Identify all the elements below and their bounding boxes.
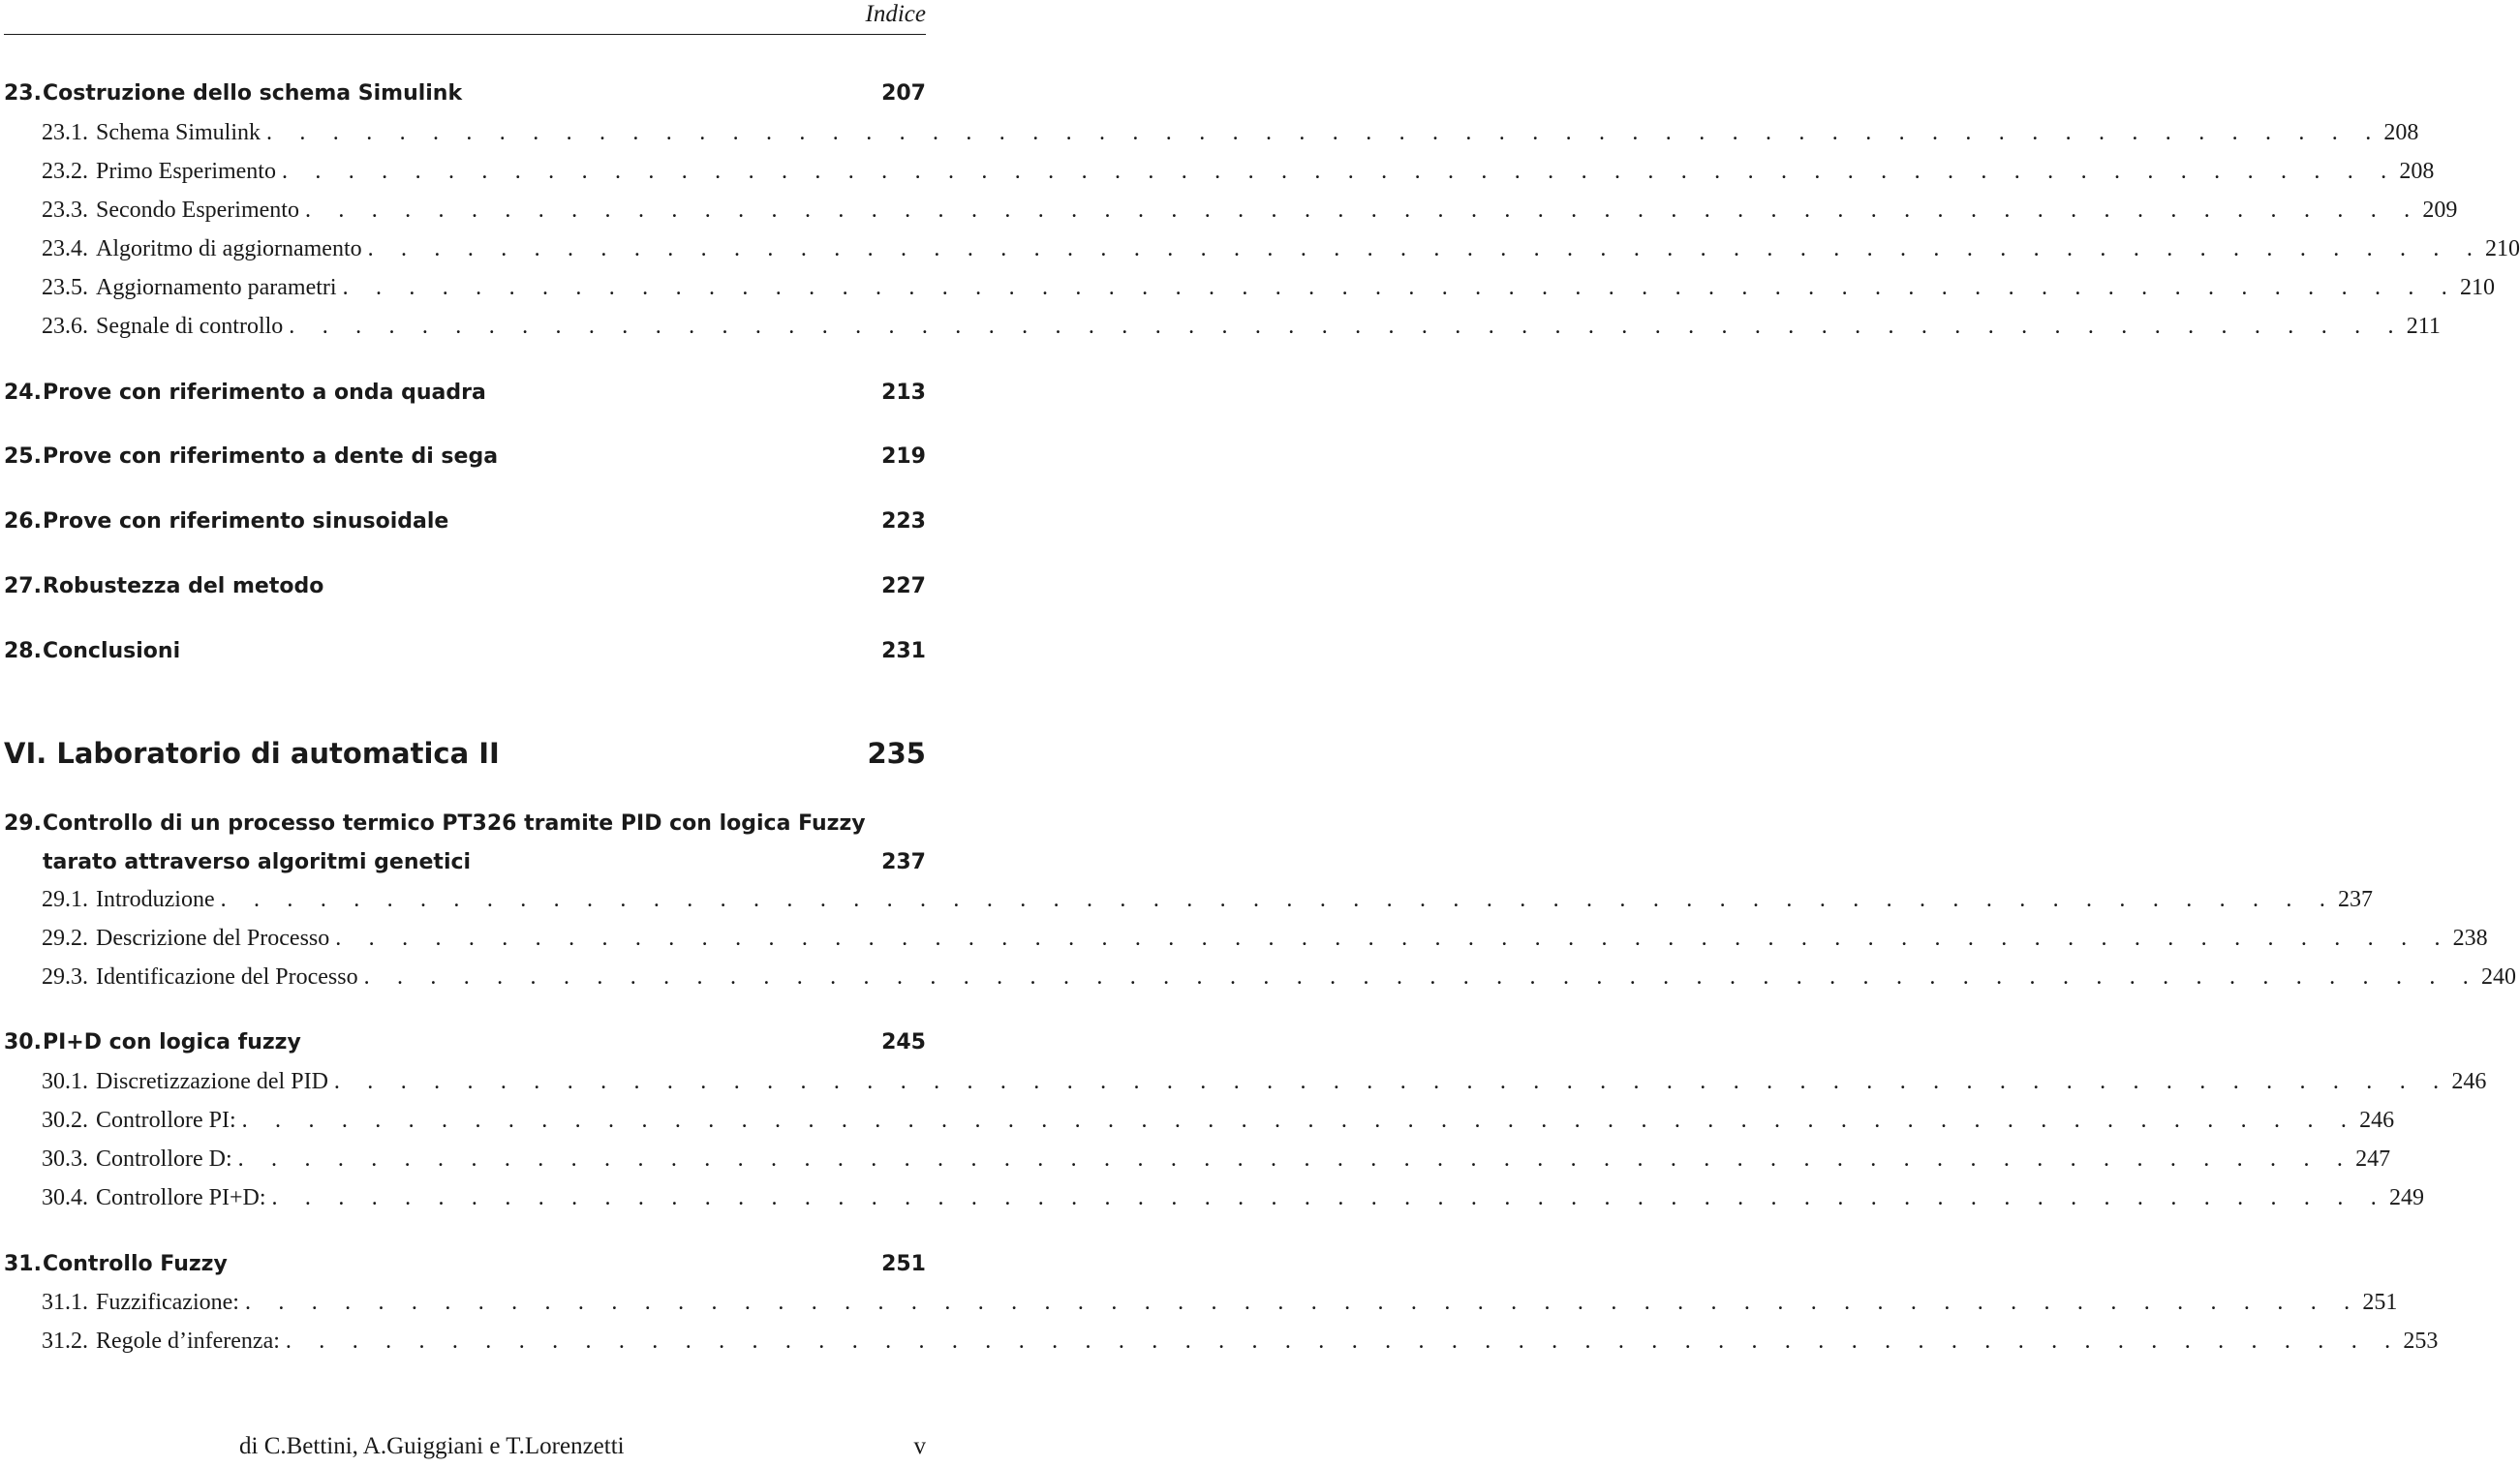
section-number: 29.1. <box>42 887 88 912</box>
toc-chapter-entry[interactable] <box>4 377 926 410</box>
toc-section-entry[interactable] <box>4 232 2520 265</box>
section-title: Controllore PI: <box>96 1108 236 1133</box>
toc-section-entry[interactable] <box>4 1065 2487 1098</box>
section-title: Aggiornamento parametri <box>96 275 337 300</box>
chapter-page: 251 <box>881 1252 926 1276</box>
section-number: 30.3. <box>42 1146 88 1172</box>
toc-section-entry[interactable] <box>4 883 2374 916</box>
toc-chapter-entry[interactable] <box>4 1026 926 1059</box>
dot-leader: . . . . . . . . . . . . . . . . . . . . . . . . . . . . . . . . . . . . . . . . . . . . . . . . . . . . . . . . . . . . . . . . <box>289 314 2405 339</box>
section-title: Discretizzazione del PID <box>96 1069 328 1094</box>
section-title: Primo Esperimento <box>96 159 276 184</box>
section-number: 23.4. <box>42 236 88 261</box>
dot-leader: . . . . . . . . . . . . . . . . . . . . . . . . . . . . . . . . . . . . . . . . . . . . . . . . . . . . . . . . . . . . . . . . <box>304 198 2421 223</box>
section-page: 253 <box>2403 1329 2439 1354</box>
chapter-title: Prove con riferimento a onda quadra <box>43 381 486 405</box>
chapter-title: Costruzione dello schema Simulink <box>43 81 463 106</box>
dot-leader: . . . . . . . . . . . . . . . . . . . . . . . . . . . . . . . . . . . . . . . . . . . . . . . . . . . . . . . . . . . . . . . . <box>335 926 2451 951</box>
chapter-title: Prove con riferimento a dente di sega <box>43 444 499 469</box>
chapter-page: 219 <box>881 444 926 469</box>
section-number: 31.2. <box>42 1329 88 1354</box>
dot-leader: . . . . . . . . . . . . . . . . . . . . . . . . . . . . . . . . . . . . . . . . . . . . . . . . . . . . . . . . . . . . . . . . <box>244 1290 2361 1315</box>
section-number: 29.2. <box>42 926 88 951</box>
section-page: 246 <box>2451 1069 2487 1094</box>
section-number: 29.3. <box>42 964 88 990</box>
header-rule <box>4 34 926 35</box>
toc-part-entry[interactable] <box>4 734 926 773</box>
dot-leader: . . . . . . . . . . . . . . . . . . . . . . . . . . . . . . . . . . . . . . . . . . . . . . . . . . . . . . . . . . . . . . . . <box>363 964 2479 990</box>
section-title: Controllore D: <box>96 1146 232 1172</box>
toc-section-entry[interactable] <box>4 1286 2398 1319</box>
chapter-title: Conclusioni <box>43 639 181 663</box>
section-page: 246 <box>2359 1108 2395 1133</box>
section-title: Controllore PI+D: <box>96 1185 266 1210</box>
toc-section-entry[interactable] <box>4 310 2441 343</box>
section-number: 30.2. <box>42 1108 88 1133</box>
chapter-page: 207 <box>881 81 926 106</box>
section-page: 208 <box>2383 120 2419 145</box>
section-page: 240 <box>2480 964 2516 990</box>
toc-section-entry[interactable] <box>4 1104 2395 1137</box>
toc-section-entry[interactable] <box>4 1325 2439 1358</box>
chapter-page: 213 <box>881 381 926 405</box>
part-title <box>4 734 867 773</box>
chapter-number: 29. <box>4 811 42 836</box>
toc-chapter-entry[interactable] <box>4 570 926 603</box>
running-header: Indice <box>865 1 926 27</box>
dot-leader: . . . . . . . . . . . . . . . . . . . . . . . . . . . . . . . . . . . . . . . . . . . . . . . . . . . . . . . . . . . . . . . . <box>266 120 2382 145</box>
dot-leader: . . . . . . . . . . . . . . . . . . . . . . . . . . . . . . . . . . . . . . . . . . . . . . . . . . . . . . . . . . . . . . . . <box>281 159 2398 184</box>
toc-section-entry[interactable] <box>4 922 2488 955</box>
section-number: 23.5. <box>42 275 88 300</box>
toc-section-entry[interactable] <box>4 116 2419 149</box>
dot-leader: . . . . . . . . . . . . . . . . . . . . . . . . . . . . . . . . . . . . . . . . . . . . . . . . . . . . . . . . . . . . . . . . <box>342 275 2458 300</box>
toc-chapter-entry[interactable] <box>4 77 926 110</box>
section-number: 31.1. <box>42 1290 88 1315</box>
footer-authors: di C.Bettini, A.Guiggiani e T.Lorenzetti <box>239 1433 625 1459</box>
section-title: Segnale di controllo <box>96 314 284 339</box>
chapter-title: Prove con riferimento sinusoidale <box>43 509 449 534</box>
toc-section-entry[interactable] <box>4 271 2495 304</box>
chapter-number: 28. <box>4 639 42 663</box>
section-page: 210 <box>2485 236 2520 261</box>
section-page: 249 <box>2388 1185 2424 1210</box>
chapter-page: 237 <box>881 850 926 874</box>
section-number: 23.6. <box>42 314 88 339</box>
section-title: Fuzzificazione: <box>96 1290 239 1315</box>
toc-section-entry[interactable] <box>4 155 2435 188</box>
section-title: Identificazione del Processo <box>96 964 358 990</box>
part-title-text: Laboratorio di automatica II <box>56 737 500 770</box>
chapter-title-line-1: Controllo di un processo termico PT326 tramite PID con logica Fuzzy <box>43 811 866 836</box>
dot-leader: . . . . . . . . . . . . . . . . . . . . . . . . . . . . . . . . . . . . . . . . . . . . . . . . . . . . . . . . . . . . . . . . <box>237 1146 2354 1172</box>
chapter-number: 24. <box>4 381 42 405</box>
chapter-number: 23. <box>4 81 42 106</box>
section-number: 23.1. <box>42 120 88 145</box>
toc-chapter-entry[interactable] <box>4 635 926 668</box>
part-number: VI. <box>4 737 47 770</box>
part-page: 235 <box>867 737 926 770</box>
chapter-title-line-2: tarato attraverso algoritmi genetici <box>43 850 472 874</box>
section-page: 238 <box>2452 926 2488 951</box>
toc-section-entry[interactable] <box>4 1143 2391 1176</box>
chapter-page: 245 <box>881 1030 926 1054</box>
chapter-number: 31. <box>4 1252 42 1276</box>
section-page: 208 <box>2399 159 2435 184</box>
section-title: Algoritmo di aggiornamento <box>96 236 362 261</box>
chapter-page: 223 <box>881 509 926 534</box>
toc-section-entry[interactable] <box>4 961 2516 993</box>
chapter-number: 27. <box>4 574 42 598</box>
section-title: Descrizione del Processo <box>96 926 330 951</box>
footer-page-number: v <box>913 1433 926 1459</box>
section-page: 237 <box>2338 887 2374 912</box>
toc-chapter-entry[interactable] <box>4 441 926 474</box>
toc-chapter-entry[interactable] <box>4 805 926 882</box>
chapter-title: Controllo Fuzzy <box>43 1252 228 1276</box>
chapter-title: PI+D con logica fuzzy <box>43 1030 301 1054</box>
section-number: 23.2. <box>42 159 88 184</box>
toc-chapter-entry[interactable] <box>4 505 926 538</box>
dot-leader: . . . . . . . . . . . . . . . . . . . . . . . . . . . . . . . . . . . . . . . . . . . . . . . . . . . . . . . . . . . . . . . . <box>241 1108 2358 1133</box>
section-title: Introduzione <box>96 887 215 912</box>
section-page: 209 <box>2422 198 2458 223</box>
dot-leader: . . . . . . . . . . . . . . . . . . . . . . . . . . . . . . . . . . . . . . . . . . . . . . . . . . . . . . . . . . . . . . . . <box>271 1185 2387 1210</box>
dot-leader: . . . . . . . . . . . . . . . . . . . . . . . . . . . . . . . . . . . . . . . . . . . . . . . . . . . . . . . . . . . . . . . . <box>333 1069 2450 1094</box>
dot-leader: . . . . . . . . . . . . . . . . . . . . . . . . . . . . . . . . . . . . . . . . . . . . . . . . . . . . . . . . . . . . . . . . <box>367 236 2484 261</box>
chapter-number: 30. <box>4 1030 42 1054</box>
toc-section-entry[interactable] <box>4 194 2458 227</box>
section-number: 23.3. <box>42 198 88 223</box>
section-title: Schema Simulink <box>96 120 261 145</box>
chapter-number: 25. <box>4 444 42 469</box>
dot-leader: . . . . . . . . . . . . . . . . . . . . . . . . . . . . . . . . . . . . . . . . . . . . . . . . . . . . . . . . . . . . . . . . <box>285 1329 2402 1354</box>
toc-chapter-entry[interactable] <box>4 1248 926 1281</box>
chapter-number: 26. <box>4 509 42 534</box>
chapter-title: Robustezza del metodo <box>43 574 324 598</box>
toc-section-entry[interactable] <box>4 1181 2424 1214</box>
section-number: 30.4. <box>42 1185 88 1210</box>
section-page: 211 <box>2406 314 2441 339</box>
section-title: Secondo Esperimento <box>96 198 299 223</box>
chapter-page: 227 <box>881 574 926 598</box>
section-page: 210 <box>2459 275 2495 300</box>
section-page: 251 <box>2362 1290 2398 1315</box>
section-title: Regole d’inferenza: <box>96 1329 280 1354</box>
dot-leader: . . . . . . . . . . . . . . . . . . . . . . . . . . . . . . . . . . . . . . . . . . . . . . . . . . . . . . . . . . . . . . . . <box>220 887 2337 912</box>
section-number: 30.1. <box>42 1069 88 1094</box>
section-page: 247 <box>2355 1146 2391 1172</box>
chapter-page: 231 <box>881 639 926 663</box>
